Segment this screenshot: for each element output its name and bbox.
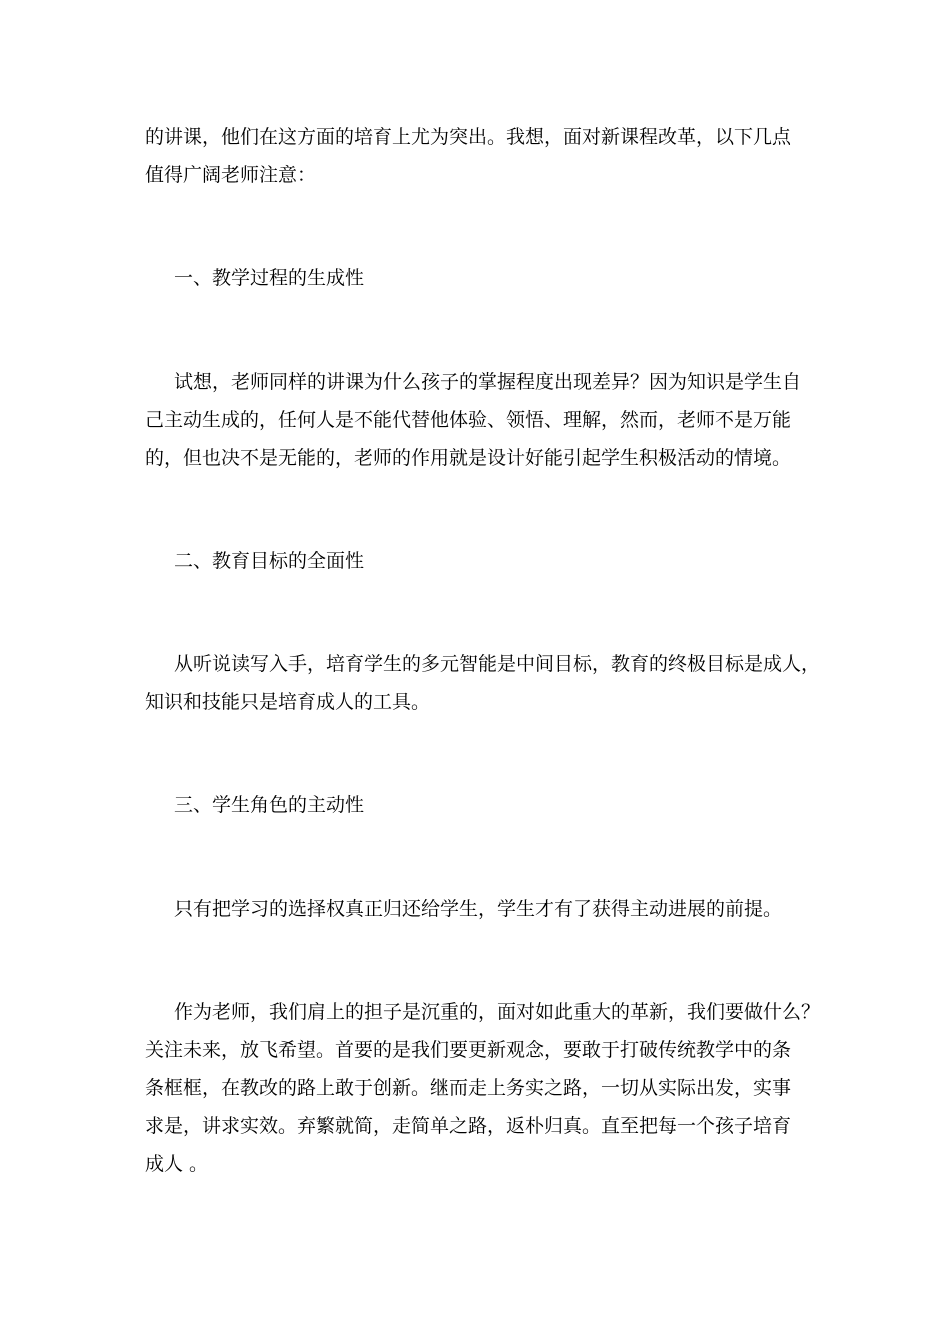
paragraph-5-line-3: 条框框，在教改的路上敢于创新。继而走上务实之路，一切从实际出发，实事 <box>145 1077 792 1099</box>
paragraph-5-line-1: 作为老师，我们肩上的担子是沉重的，面对如此重大的革新，我们要做什么？ <box>174 1001 821 1023</box>
paragraph-4-line-1: 只有把学习的选择权真正归还给学生，学生才有了获得主动进展的前提。 <box>174 898 783 920</box>
paragraph-2-line-3: 的，但也决不是无能的，老师的作用就是设计好能引起学生积极活动的情境。 <box>145 447 792 469</box>
paragraph-2-line-1: 试想，老师同样的讲课为什么孩子的掌握程度出现差异？因为知识是学生自 <box>174 371 802 393</box>
paragraph-3-line-1: 从听说读写入手，培育学生的多元智能是中间目标，教育的终极目标是成人， <box>174 653 821 675</box>
paragraph-1-line-2: 值得广阔老师注意： <box>145 164 317 186</box>
paragraph-5-line-2: 关注未来，放飞希望。首要的是我们要更新观念，要敢于打破传统教学中的条 <box>145 1039 792 1061</box>
paragraph-5-line-4: 求是，讲求实效。弃繁就简，走简单之路，返朴归真。直至把每一个孩子培育 <box>145 1115 792 1137</box>
section-heading-2: 二、教育目标的全面性 <box>174 550 365 572</box>
section-heading-1: 一、教学过程的生成性 <box>174 267 365 289</box>
section-heading-3: 三、学生角色的主动性 <box>174 794 365 816</box>
paragraph-2-line-2: 己主动生成的，任何人是不能代替他体验、领悟、理解，然而，老师不是万能 <box>145 409 792 431</box>
paragraph-5-line-5: 成人 。 <box>145 1153 209 1175</box>
paragraph-1-line-1: 的讲课，他们在这方面的培育上尤为突出。我想，面对新课程改革，以下几点 <box>145 126 792 148</box>
paragraph-3-line-2: 知识和技能只是培育成人的工具。 <box>145 691 431 713</box>
